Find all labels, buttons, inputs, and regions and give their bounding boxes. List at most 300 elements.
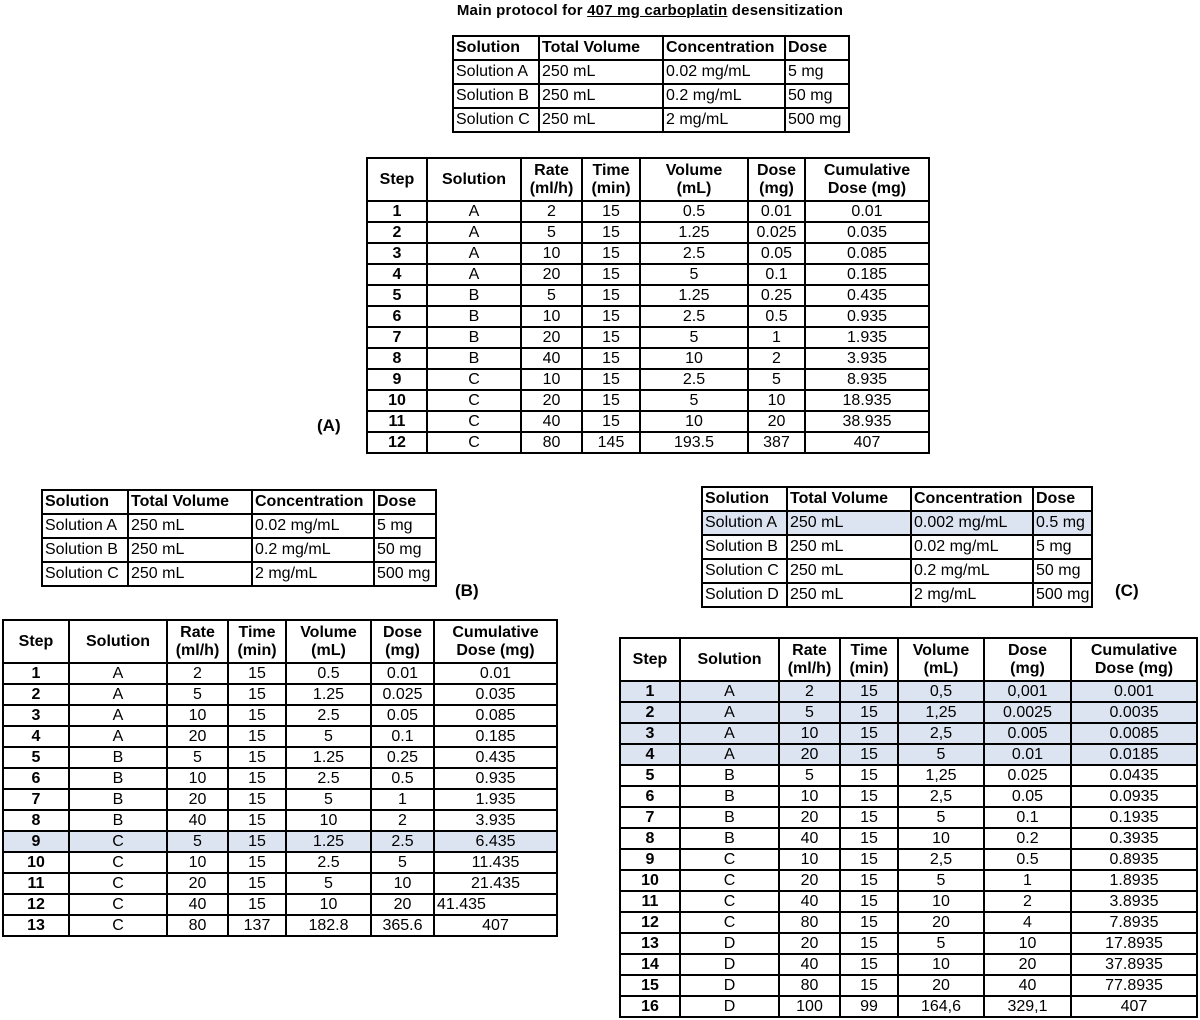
table-cell: 137 <box>228 915 286 936</box>
table-cell: 0,5 <box>898 681 984 702</box>
table-row <box>620 954 1197 975</box>
column-header: Dose <box>785 36 849 60</box>
table-cell: 15 <box>840 975 898 996</box>
table-cell: 6.435 <box>434 831 557 852</box>
table-cell: 0.035 <box>805 222 929 243</box>
table-cell: 2.5 <box>640 369 748 390</box>
table-cell: A <box>427 201 521 222</box>
table-cell: 0.005 <box>984 723 1071 744</box>
table-cell: 0.02 mg/mL <box>663 60 785 84</box>
table-cell: C <box>680 849 779 870</box>
table-cell: 10 <box>640 411 748 432</box>
column-header: Rate (ml/h) <box>779 638 840 681</box>
table-cell: 0.1 <box>371 726 434 747</box>
step-number-cell: 13 <box>3 915 69 936</box>
step-number-cell: 8 <box>3 810 69 831</box>
table-cell: 0.2 <box>984 828 1071 849</box>
column-header: Dose <box>374 490 436 514</box>
table-cell: 5 mg <box>374 514 436 538</box>
table-cell: 20 <box>167 726 228 747</box>
table-cell: 5 <box>898 870 984 891</box>
step-number-cell: 16 <box>620 996 680 1017</box>
table-cell: C <box>427 432 521 453</box>
table-row <box>42 514 436 538</box>
table-cell: 4 <box>984 912 1071 933</box>
step-number-cell: 3 <box>367 243 427 264</box>
table-cell: 2 mg/mL <box>663 108 785 132</box>
table-cell: 5 <box>286 873 371 894</box>
panel-a-label: (A) <box>317 416 341 435</box>
table-row <box>620 828 1197 849</box>
table-cell: 10 <box>898 828 984 849</box>
table-cell: 0.02 mg/mL <box>252 514 374 538</box>
table-cell: 5 <box>521 222 582 243</box>
table-cell: 0.435 <box>434 747 557 768</box>
table-cell: 20 <box>748 411 805 432</box>
table-cell: C <box>69 852 167 873</box>
table-cell: A <box>680 723 779 744</box>
table-cell: 18.935 <box>805 390 929 411</box>
column-header: Solution <box>680 638 779 681</box>
column-header: Rate (ml/h) <box>521 158 582 201</box>
table-row <box>3 831 557 852</box>
table-cell: 15 <box>840 786 898 807</box>
table-cell: 5 <box>167 831 228 852</box>
table-cell: Solution A <box>453 60 539 84</box>
table-cell: 10 <box>521 369 582 390</box>
table-cell: 0.2 mg/mL <box>911 559 1033 583</box>
table-cell: 1.935 <box>434 789 557 810</box>
table-cell: 0.8935 <box>1071 849 1197 870</box>
table-cell: 1.935 <box>805 327 929 348</box>
table-cell: 5 <box>521 285 582 306</box>
table-cell: 164,6 <box>898 996 984 1017</box>
table-cell: 2.5 <box>286 852 371 873</box>
step-number-cell: 11 <box>620 891 680 912</box>
table-cell: 5 <box>640 327 748 348</box>
table-cell: 40 <box>779 891 840 912</box>
table-cell: 329,1 <box>984 996 1071 1017</box>
table-cell: 250 mL <box>539 108 663 132</box>
panel-a-step-table <box>366 157 930 454</box>
table-cell: 20 <box>167 873 228 894</box>
table-cell: 250 mL <box>787 583 911 607</box>
table-cell: Solution A <box>702 511 787 535</box>
table-cell: C <box>680 912 779 933</box>
table-row <box>3 915 557 936</box>
table-cell: 15 <box>582 285 640 306</box>
step-number-cell: 2 <box>3 684 69 705</box>
table-cell: 0.001 <box>1071 681 1197 702</box>
table-cell: 80 <box>779 975 840 996</box>
table-cell: 15 <box>228 747 286 768</box>
table-row <box>367 201 929 222</box>
table-cell: 20 <box>898 912 984 933</box>
step-number-cell: 15 <box>620 975 680 996</box>
step-number-cell: 10 <box>620 870 680 891</box>
table-cell: Solution B <box>453 84 539 108</box>
table-cell: 10 <box>748 390 805 411</box>
table-cell: 145 <box>582 432 640 453</box>
step-number-cell: 6 <box>3 768 69 789</box>
table-cell: 5 <box>286 726 371 747</box>
table-cell: 5 <box>640 390 748 411</box>
table-cell: B <box>427 327 521 348</box>
step-number-cell: 5 <box>3 747 69 768</box>
table-cell: 20 <box>779 807 840 828</box>
table-cell: 0.185 <box>434 726 557 747</box>
table-cell: 10 <box>521 243 582 264</box>
table-cell: 5 <box>167 684 228 705</box>
column-header: Dose (mg) <box>984 638 1071 681</box>
table-cell: 80 <box>521 432 582 453</box>
table-row <box>3 747 557 768</box>
table-cell: B <box>69 810 167 831</box>
table-cell: 15 <box>840 765 898 786</box>
table-cell: 11.435 <box>434 852 557 873</box>
table-row <box>620 744 1197 765</box>
column-header: Solution <box>69 620 167 663</box>
table-cell: 2.5 <box>371 831 434 852</box>
column-header: Dose (mg) <box>748 158 805 201</box>
table-cell: 20 <box>371 894 434 915</box>
table-cell: Solution C <box>453 108 539 132</box>
header-row <box>42 490 436 514</box>
table-cell: 0.025 <box>748 222 805 243</box>
column-header: Step <box>620 638 680 681</box>
table-cell: B <box>69 768 167 789</box>
step-number-cell: 2 <box>620 702 680 723</box>
column-header: Rate (ml/h) <box>167 620 228 663</box>
panel-c-solution-table <box>701 486 1093 608</box>
table-cell: 15 <box>228 663 286 684</box>
table-cell: 0.0935 <box>1071 786 1197 807</box>
table-cell: 0.01 <box>805 201 929 222</box>
table-cell: Solution B <box>42 538 128 562</box>
step-number-cell: 8 <box>620 828 680 849</box>
table-cell: A <box>69 705 167 726</box>
table-cell: 1.25 <box>286 684 371 705</box>
table-row <box>367 432 929 453</box>
table-row <box>367 411 929 432</box>
table-row <box>367 222 929 243</box>
table-cell: 0.25 <box>371 747 434 768</box>
table-cell: 15 <box>840 723 898 744</box>
table-cell: 20 <box>521 264 582 285</box>
table-cell: 15 <box>228 852 286 873</box>
table-cell: 250 mL <box>787 559 911 583</box>
panel-c-label: (C) <box>1115 581 1139 600</box>
column-header: Volume (mL) <box>286 620 371 663</box>
step-number-cell: 6 <box>367 306 427 327</box>
column-header: Concentration <box>911 487 1033 511</box>
column-header: Volume (mL) <box>898 638 984 681</box>
table-cell: 5 <box>779 702 840 723</box>
table-cell: 8.935 <box>805 369 929 390</box>
table-cell: B <box>680 828 779 849</box>
table-cell: 15 <box>840 828 898 849</box>
table-cell: Solution D <box>702 583 787 607</box>
table-cell: 15 <box>228 894 286 915</box>
table-cell: 1.25 <box>286 831 371 852</box>
title-suffix: desensitization <box>727 2 844 19</box>
table-row <box>702 559 1092 583</box>
table-cell: 5 <box>779 765 840 786</box>
table-cell: 15 <box>228 684 286 705</box>
table-cell: Solution C <box>42 562 128 586</box>
table-cell: D <box>680 933 779 954</box>
table-cell: 10 <box>779 849 840 870</box>
column-header: Time (min) <box>582 158 640 201</box>
table-row <box>620 807 1197 828</box>
table-cell: C <box>427 411 521 432</box>
table-cell: Solution A <box>42 514 128 538</box>
step-number-cell: 4 <box>3 726 69 747</box>
step-number-cell: 1 <box>620 681 680 702</box>
table-row <box>620 786 1197 807</box>
table-cell: 10 <box>371 873 434 894</box>
step-number-cell: 10 <box>367 390 427 411</box>
table-cell: 5 <box>371 852 434 873</box>
table-row <box>620 975 1197 996</box>
table-row <box>453 60 849 84</box>
table-cell: 40 <box>167 894 228 915</box>
step-number-cell: 7 <box>620 807 680 828</box>
table-cell: B <box>427 348 521 369</box>
table-row <box>3 663 557 684</box>
table-cell: B <box>680 786 779 807</box>
table-cell: 15 <box>582 411 640 432</box>
table-cell: 15 <box>582 243 640 264</box>
table-cell: 0.5 <box>984 849 1071 870</box>
column-header: Solution <box>42 490 128 514</box>
table-cell: 0.05 <box>984 786 1071 807</box>
table-cell: 0.025 <box>984 765 1071 786</box>
table-cell: A <box>69 684 167 705</box>
column-header: Total Volume <box>539 36 663 60</box>
table-cell: C <box>69 831 167 852</box>
table-cell: 15 <box>582 348 640 369</box>
table-cell: C <box>69 915 167 936</box>
table-row <box>367 285 929 306</box>
table-row <box>620 681 1197 702</box>
table-cell: 0.0035 <box>1071 702 1197 723</box>
title-underlined-dose: 407 mg carboplatin <box>587 2 728 19</box>
table-cell: C <box>680 891 779 912</box>
step-number-cell: 10 <box>3 852 69 873</box>
table-cell: 100 <box>779 996 840 1017</box>
table-cell: 15 <box>840 681 898 702</box>
table-row <box>620 765 1197 786</box>
table-cell: 0.1935 <box>1071 807 1197 828</box>
table-cell: 77.8935 <box>1071 975 1197 996</box>
table-cell: 15 <box>582 222 640 243</box>
table-cell: 5 <box>167 747 228 768</box>
table-cell: 182.8 <box>286 915 371 936</box>
table-cell: C <box>427 369 521 390</box>
column-header: Solution <box>702 487 787 511</box>
table-cell: 0.0185 <box>1071 744 1197 765</box>
table-cell: 1.25 <box>286 747 371 768</box>
table-cell: 15 <box>228 831 286 852</box>
panel-b-solution-table <box>41 489 437 587</box>
table-cell: 5 mg <box>1033 535 1092 559</box>
table-cell: 2 mg/mL <box>911 583 1033 607</box>
table-row <box>702 583 1092 607</box>
table-cell: 0.2 mg/mL <box>663 84 785 108</box>
table-cell: 407 <box>1071 996 1197 1017</box>
table-cell: 2,5 <box>898 723 984 744</box>
step-number-cell: 9 <box>3 831 69 852</box>
header-row <box>3 620 557 663</box>
table-cell: 40 <box>521 411 582 432</box>
table-cell: 2 mg/mL <box>252 562 374 586</box>
table-cell: 1,25 <box>898 702 984 723</box>
table-cell: 15 <box>840 891 898 912</box>
column-header: Solution <box>453 36 539 60</box>
table-cell: 15 <box>840 954 898 975</box>
table-cell: 0.185 <box>805 264 929 285</box>
table-row <box>453 84 849 108</box>
title-prefix: Main protocol for <box>456 2 588 19</box>
table-cell: 0.1 <box>984 807 1071 828</box>
table-cell: 15 <box>228 810 286 831</box>
table-cell: 10 <box>521 306 582 327</box>
table-cell: 0.5 <box>286 663 371 684</box>
table-cell: 0.0435 <box>1071 765 1197 786</box>
table-cell: 1 <box>748 327 805 348</box>
table-cell: 38.935 <box>805 411 929 432</box>
table-cell: 0.0025 <box>984 702 1071 723</box>
table-cell: B <box>680 765 779 786</box>
table-cell: 0.01 <box>434 663 557 684</box>
step-number-cell: 12 <box>620 912 680 933</box>
table-row <box>367 390 929 411</box>
table-cell: 20 <box>779 870 840 891</box>
table-cell: 250 mL <box>128 514 252 538</box>
step-number-cell: 5 <box>620 765 680 786</box>
table-cell: 250 mL <box>128 562 252 586</box>
table-cell: C <box>680 870 779 891</box>
table-row <box>620 849 1197 870</box>
table-cell: 2 <box>779 681 840 702</box>
table-cell: 2 <box>371 810 434 831</box>
table-cell: 10 <box>984 933 1071 954</box>
table-cell: 15 <box>228 789 286 810</box>
step-number-cell: 13 <box>620 933 680 954</box>
header-row <box>620 638 1197 681</box>
table-row <box>3 852 557 873</box>
step-number-cell: 4 <box>367 264 427 285</box>
table-cell: 2,5 <box>898 849 984 870</box>
column-header: Dose <box>1033 487 1092 511</box>
table-cell: 3.935 <box>805 348 929 369</box>
table-row <box>3 684 557 705</box>
table-cell: 2 <box>984 891 1071 912</box>
table-cell: 0.2 mg/mL <box>252 538 374 562</box>
table-cell: 5 <box>898 744 984 765</box>
table-cell: 1 <box>984 870 1071 891</box>
table-cell: 50 mg <box>785 84 849 108</box>
step-number-cell: 3 <box>3 705 69 726</box>
table-cell: C <box>69 873 167 894</box>
table-cell: 10 <box>640 348 748 369</box>
step-number-cell: 11 <box>3 873 69 894</box>
table-cell: 1 <box>371 789 434 810</box>
table-cell: 15 <box>840 702 898 723</box>
table-cell: 40 <box>984 975 1071 996</box>
step-number-cell: 12 <box>3 894 69 915</box>
table-cell: 0.935 <box>805 306 929 327</box>
table-row <box>367 348 929 369</box>
table-cell: 10 <box>898 954 984 975</box>
table-cell: 0.01 <box>371 663 434 684</box>
table-cell: 0.085 <box>434 705 557 726</box>
table-cell: 80 <box>779 912 840 933</box>
table-cell: B <box>427 306 521 327</box>
table-cell: 387 <box>748 432 805 453</box>
table-cell: A <box>69 663 167 684</box>
table-cell: 20 <box>521 327 582 348</box>
table-cell: 10 <box>286 810 371 831</box>
table-row <box>453 108 849 132</box>
table-cell: 500 mg <box>374 562 436 586</box>
step-number-cell: 11 <box>367 411 427 432</box>
step-number-cell: 7 <box>367 327 427 348</box>
column-header: Time (min) <box>840 638 898 681</box>
table-cell: 10 <box>167 852 228 873</box>
table-cell: 15 <box>840 870 898 891</box>
column-header: Step <box>3 620 69 663</box>
table-cell: 15 <box>582 306 640 327</box>
table-cell: 20 <box>898 975 984 996</box>
table-cell: 15 <box>228 873 286 894</box>
table-row <box>620 912 1197 933</box>
column-header: Volume (mL) <box>640 158 748 201</box>
table-cell: D <box>680 975 779 996</box>
table-row <box>3 810 557 831</box>
step-number-cell: 7 <box>3 789 69 810</box>
table-cell: 10 <box>167 705 228 726</box>
column-header: Concentration <box>663 36 785 60</box>
table-cell: 15 <box>582 201 640 222</box>
header-row <box>367 158 929 201</box>
table-cell: 2 <box>748 348 805 369</box>
column-header: Concentration <box>252 490 374 514</box>
table-cell: 0.05 <box>371 705 434 726</box>
table-row <box>3 894 557 915</box>
table-cell: 2.5 <box>640 243 748 264</box>
column-header: Total Volume <box>787 487 911 511</box>
table-cell: 10 <box>779 723 840 744</box>
table-cell: A <box>680 681 779 702</box>
step-number-cell: 5 <box>367 285 427 306</box>
table-row <box>620 870 1197 891</box>
table-cell: 10 <box>286 894 371 915</box>
table-cell: 3.935 <box>434 810 557 831</box>
table-cell: 21.435 <box>434 873 557 894</box>
table-cell: 15 <box>840 912 898 933</box>
table-cell: 0.01 <box>748 201 805 222</box>
table-cell: 0.935 <box>434 768 557 789</box>
table-row <box>3 726 557 747</box>
step-number-cell: 1 <box>3 663 69 684</box>
table-cell: 15 <box>840 849 898 870</box>
panel-b-step-table <box>2 619 558 937</box>
table-row <box>620 702 1197 723</box>
table-cell: 15 <box>840 933 898 954</box>
table-cell: 2.5 <box>286 705 371 726</box>
